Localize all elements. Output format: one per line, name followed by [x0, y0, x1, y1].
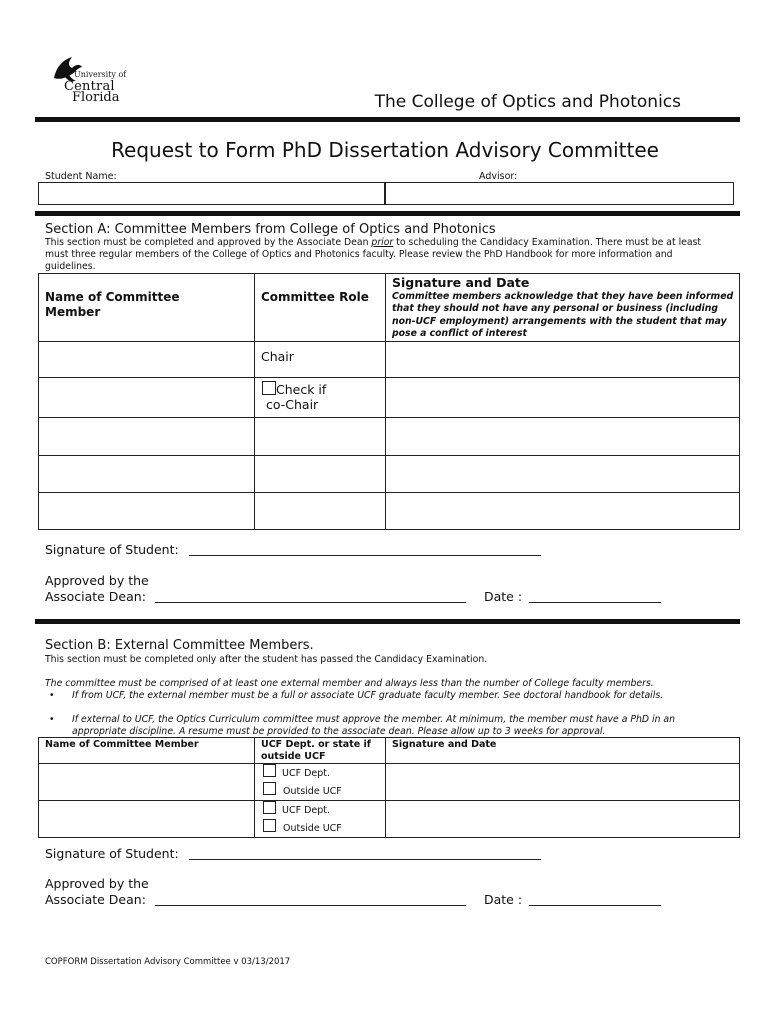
date-line-b[interactable] [529, 905, 661, 906]
header-name-of-committee-member-b: Name of Committee Member [39, 738, 255, 764]
date-line-a[interactable] [529, 602, 661, 603]
student-signature-line-a[interactable] [189, 555, 541, 556]
signature-cell[interactable] [386, 492, 740, 529]
college-name: The College of Optics and Photonics [374, 92, 681, 112]
role-cochair-cell: Check if co-Chair [255, 377, 386, 417]
member-name-cell[interactable] [39, 455, 255, 492]
advisor-field[interactable] [385, 182, 734, 205]
section-a-instructions: This section must be completed and approved by the Associate Dean prior to scheduling the Candidacy Examination. There must be at least must three regular members of the College of Optics and Photonics faculty. Please review the PhD Handbook for more information and guidelines. [45, 237, 702, 273]
approved-by-label-b: Approved by the [45, 876, 149, 891]
role-cell[interactable] [255, 492, 386, 529]
header-signature-and-date-b: Signature and Date [386, 738, 740, 764]
member-name-cell[interactable] [39, 801, 255, 838]
member-name-cell[interactable] [39, 492, 255, 529]
date-label-b: Date : [484, 892, 523, 907]
table-row [39, 764, 740, 801]
bullet-external-member: If external to UCF, the Optics Curriculum committee must approve the member. At minimum, the member must have a PhD in an appropriate discipline. A resume must be provided to the associate dean. Please allow up to 3 weeks for approval. [72, 714, 676, 738]
signature-cell[interactable] [386, 417, 740, 455]
section-a-title: Section A: Committee Members from College of Optics and Photonics [45, 222, 496, 237]
section-b-composition: The committee must be comprised of at least one external member and always less than the number of College faculty members. [45, 678, 654, 689]
bullet-dot: • [49, 714, 55, 725]
co-chair-checkbox[interactable] [262, 381, 276, 395]
logo-text-central: Central [64, 79, 115, 94]
logo-text-university: University of [74, 70, 127, 79]
header-name-of-committee-member: Name of Committee Member [39, 274, 255, 342]
logo-text-florida: Florida [72, 90, 120, 105]
student-name-field[interactable] [38, 182, 385, 205]
section-a-divider [35, 211, 740, 216]
section-b-divider [35, 619, 740, 624]
signature-cell[interactable] [386, 455, 740, 492]
dean-signature-line-a[interactable] [155, 602, 466, 603]
outside-ucf-checkbox[interactable] [263, 819, 276, 832]
ucf-dept-checkbox[interactable] [263, 764, 276, 777]
dept-options-cell: UCF Dept. Outside UCF [255, 801, 386, 838]
signature-cell[interactable] [386, 764, 740, 801]
outside-ucf-checkbox[interactable] [263, 782, 276, 795]
section-a-table [38, 273, 740, 530]
role-cell[interactable] [255, 417, 386, 455]
header-signature-and-date: Signature and Date Committee members acknowledge that they have been informed that they should not have any personal or business (including non-UCF employment) arrangements with the student that may pose a conflict of interest [386, 274, 740, 342]
ucf-logo [50, 52, 140, 104]
form-title: Request to Form PhD Dissertation Advisory Committee [111, 138, 659, 162]
ucf-dept-checkbox[interactable] [263, 801, 276, 814]
associate-dean-label-b: Associate Dean: [45, 892, 146, 907]
header-divider [35, 117, 740, 122]
student-signature-line-b[interactable] [189, 859, 541, 860]
section-b-title: Section B: External Committee Members. [45, 638, 314, 653]
approved-by-label-a: Approved by the [45, 573, 149, 588]
bullet-ucf-member: If from UCF, the external member must be a full or associate UCF graduate faculty member. See doctoral handbook for details. [72, 690, 664, 701]
associate-dean-label-a: Associate Dean: [45, 589, 146, 604]
dean-signature-line-b[interactable] [155, 905, 466, 906]
table-row [39, 801, 740, 838]
member-name-cell[interactable] [39, 377, 255, 417]
date-label-a: Date : [484, 589, 523, 604]
table-row [39, 492, 740, 529]
form-footer: COPFORM Dissertation Advisory Committee v 03/13/2017 [45, 957, 291, 967]
table-row [39, 455, 740, 492]
student-signature-label-b: Signature of Student: [45, 846, 179, 861]
section-b-table [38, 737, 740, 838]
dept-options-cell: UCF Dept. Outside UCF [255, 764, 386, 801]
student-signature-label-a: Signature of Student: [45, 542, 179, 557]
signature-cell[interactable] [386, 341, 740, 377]
signature-cell[interactable] [386, 801, 740, 838]
role-cell[interactable] [255, 455, 386, 492]
signature-cell[interactable] [386, 377, 740, 417]
role-chair-cell: Chair [255, 341, 386, 377]
member-name-cell[interactable] [39, 417, 255, 455]
prior-emphasis: prior [371, 237, 394, 248]
advisor-label: Advisor: [479, 171, 518, 182]
table-row [39, 377, 740, 417]
bullet-dot: • [49, 690, 55, 701]
section-b-note: This section must be completed only after the student has passed the Candidacy Examination. [45, 654, 488, 665]
table-row [39, 341, 740, 377]
student-name-label: Student Name: [45, 171, 117, 182]
member-name-cell[interactable] [39, 764, 255, 801]
header-committee-role: Committee Role [255, 274, 386, 342]
table-row [39, 417, 740, 455]
member-name-cell[interactable] [39, 341, 255, 377]
header-ucf-dept: UCF Dept. or state if outside UCF [255, 738, 386, 764]
